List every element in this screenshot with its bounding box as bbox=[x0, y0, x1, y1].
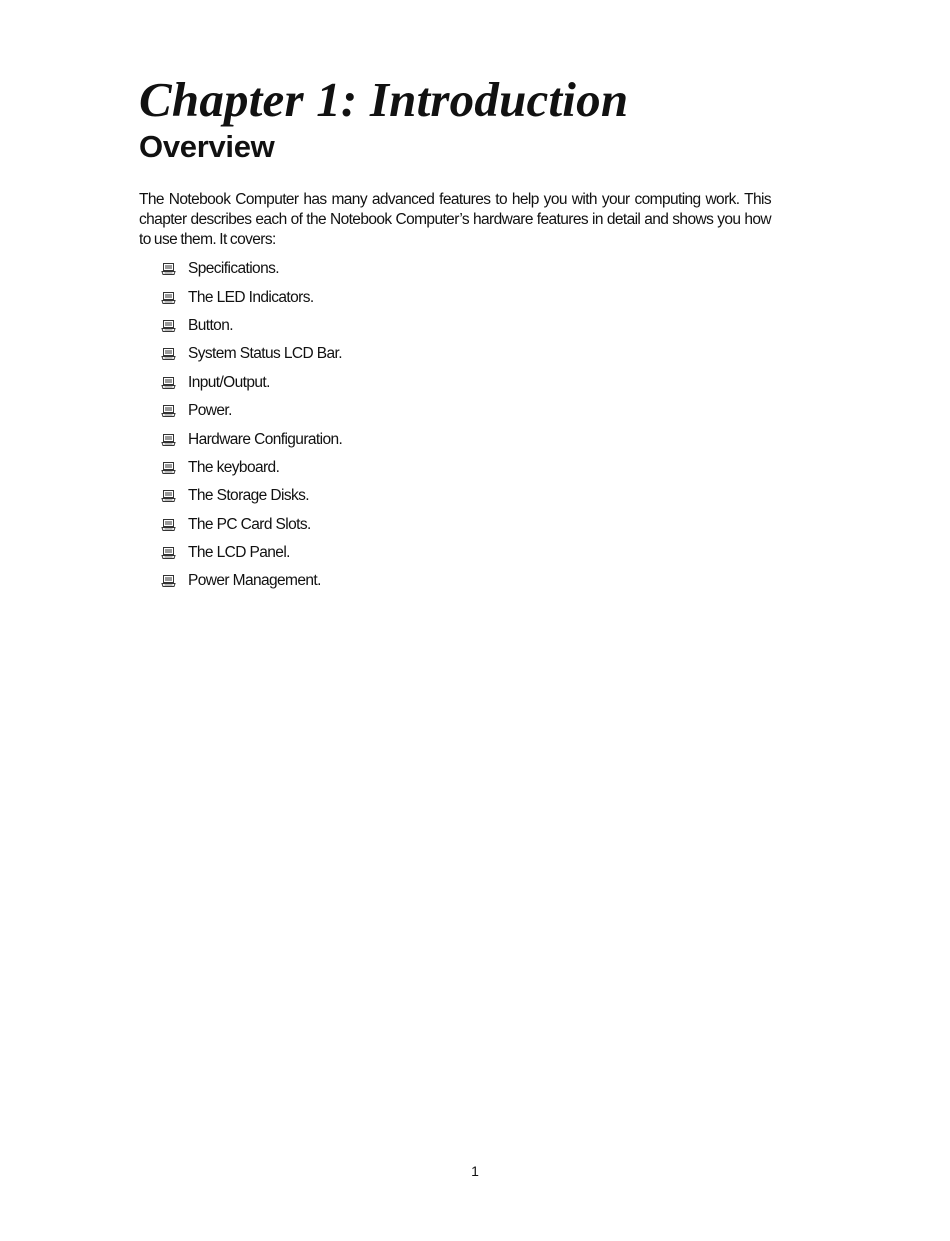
section-title: Overview bbox=[139, 129, 275, 164]
laptop-icon bbox=[161, 518, 176, 532]
chapter-title: Chapter 1: Introduction bbox=[139, 72, 629, 127]
list-item bbox=[161, 567, 771, 595]
topics-list bbox=[139, 255, 771, 596]
list-item bbox=[161, 369, 771, 397]
laptop-icon bbox=[161, 404, 176, 418]
laptop-icon bbox=[161, 433, 176, 447]
list-item-label: The LED Indicators. bbox=[188, 288, 314, 306]
list-item-label: Specifications. bbox=[188, 260, 279, 278]
list-item bbox=[161, 482, 771, 510]
intro-paragraph: The Notebook Computer has many advanced features to help you with your computing work. This chapter describes each of the Notebook Computer’s hardware features in detail and shows you how to use them. It covers: bbox=[139, 191, 771, 248]
list-item-label: Power. bbox=[188, 402, 232, 420]
laptop-icon bbox=[161, 291, 176, 305]
list-item bbox=[161, 511, 771, 539]
list-item-label: Input/Output. bbox=[188, 373, 270, 391]
list-item bbox=[161, 454, 771, 482]
list-item-label: System Status LCD Bar. bbox=[188, 345, 342, 363]
list-item-label: Power Management. bbox=[188, 572, 321, 590]
laptop-icon bbox=[161, 376, 176, 390]
list-item-label: The Storage Disks. bbox=[188, 487, 310, 505]
laptop-icon bbox=[161, 546, 176, 560]
laptop-icon bbox=[161, 461, 176, 475]
list-item-label: Hardware Configuration. bbox=[188, 430, 343, 448]
laptop-icon bbox=[161, 574, 176, 588]
list-item bbox=[161, 312, 771, 340]
laptop-icon bbox=[161, 262, 176, 276]
laptop-icon bbox=[161, 319, 176, 333]
list-item bbox=[161, 340, 771, 368]
list-item-label: The PC Card Slots. bbox=[188, 515, 311, 533]
document-page bbox=[139, 72, 771, 596]
page-number: 1 bbox=[471, 1163, 479, 1179]
laptop-icon bbox=[161, 489, 176, 503]
list-item-label: The keyboard. bbox=[188, 458, 280, 476]
list-item bbox=[161, 283, 771, 311]
list-item bbox=[161, 397, 771, 425]
list-item bbox=[161, 425, 771, 453]
list-item-label: Button. bbox=[188, 316, 233, 334]
laptop-icon bbox=[161, 347, 176, 361]
list-item bbox=[161, 539, 771, 567]
list-item bbox=[161, 255, 771, 283]
list-item-label: The LCD Panel. bbox=[188, 544, 290, 562]
